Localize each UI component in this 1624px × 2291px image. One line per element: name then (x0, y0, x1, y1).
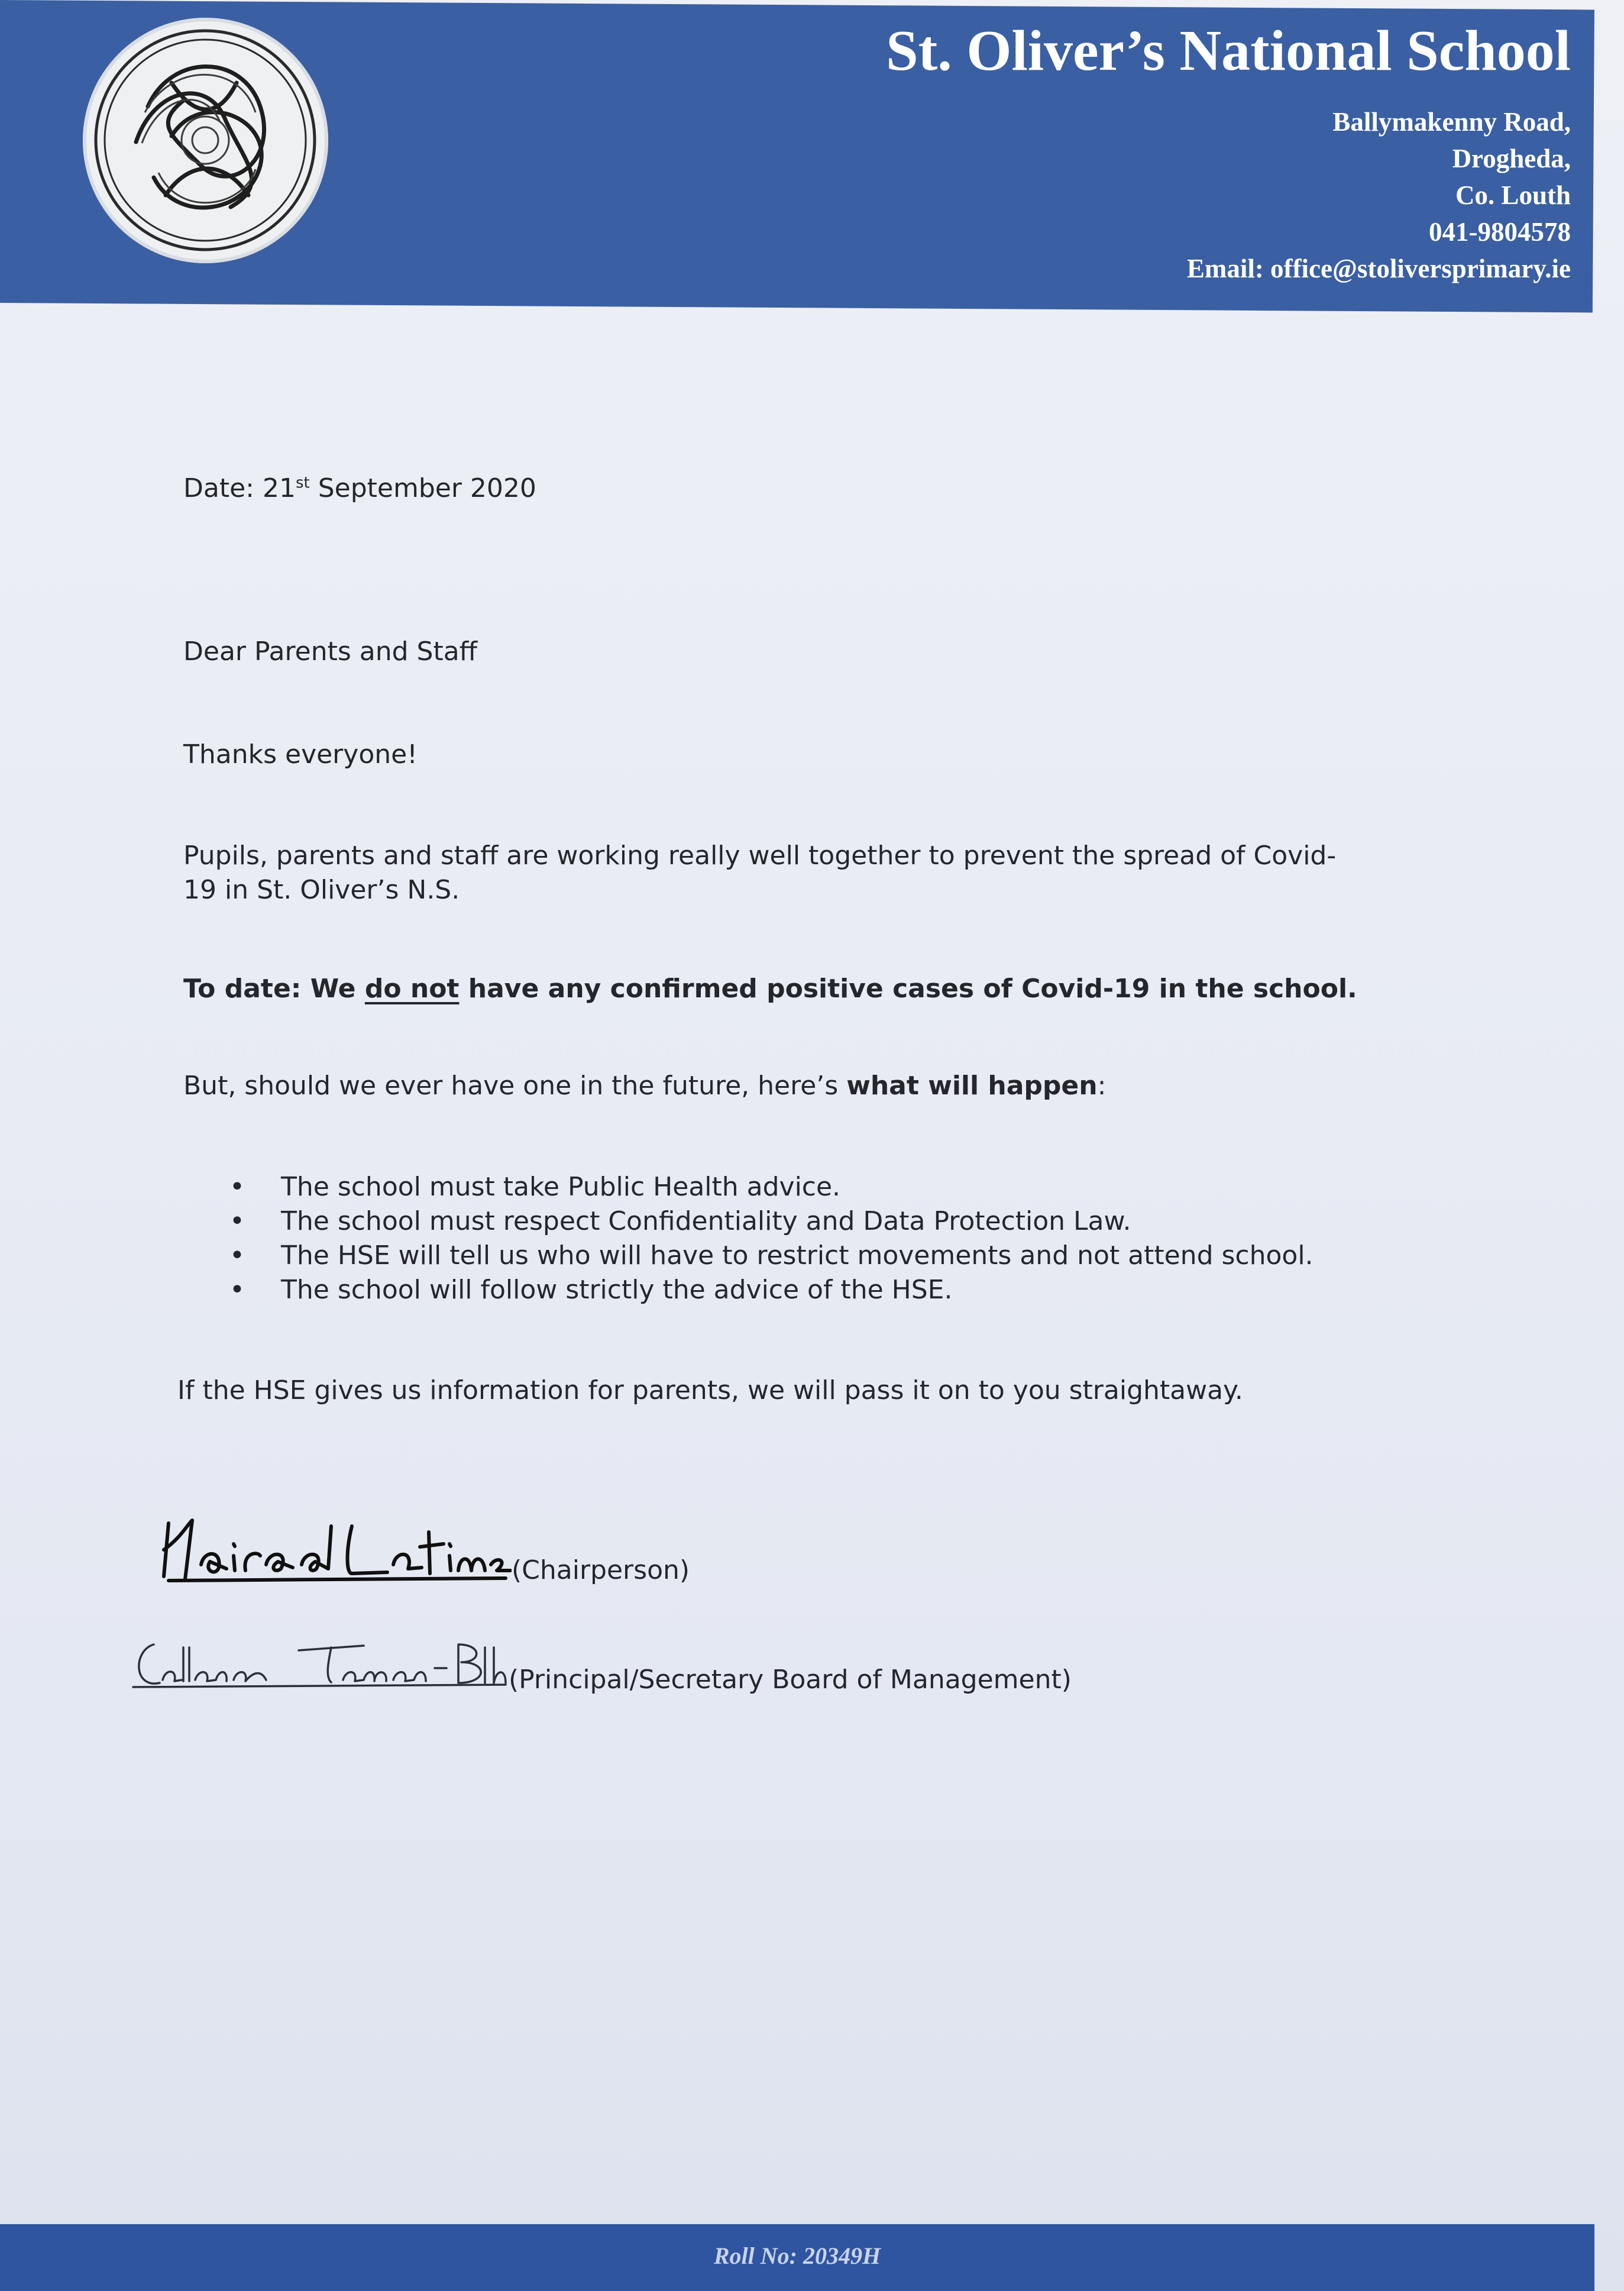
handwritten-signature (157, 1514, 512, 1585)
procedure-intro (183, 1071, 1106, 1101)
paragraph-line: Pupils, parents and staff are working really well together to prevent the spread of Covid- (183, 841, 1337, 871)
email-address: Email: office@stoliversprimary.ie (1186, 254, 1571, 283)
principal-signature-line (127, 1633, 1072, 1695)
intro-text: : (1097, 1071, 1107, 1101)
list-item-text: The school must take Public Health advice. (281, 1172, 841, 1202)
celtic-knot-crest-icon (83, 18, 328, 263)
date-ordinal: st (295, 474, 310, 492)
salutation: Dear Parents and Staff (183, 636, 477, 667)
status-text: To date: We (183, 974, 365, 1004)
list-item (225, 1273, 1314, 1307)
bullet-icon: • (229, 1240, 245, 1271)
date-prefix: Date: 21 (183, 473, 296, 503)
chairperson-signature-line (157, 1514, 690, 1585)
school-address (1187, 104, 1571, 287)
list-item (225, 1239, 1314, 1273)
list-item-text: The school will follow strictly the advice of the HSE. (281, 1275, 953, 1305)
date-rest: September 2020 (309, 473, 536, 503)
signatory-role: (Principal/Secretary Board of Management) (509, 1665, 1072, 1695)
closing-paragraph: If the HSE gives us information for parents, we will pass it on to you straightaway. (177, 1375, 1243, 1405)
address-line: Drogheda, (1452, 144, 1571, 173)
list-item (225, 1170, 1314, 1204)
case-status-statement (183, 974, 1357, 1004)
list-item (225, 1204, 1314, 1239)
bullet-icon: • (229, 1206, 245, 1236)
thanks-line: Thanks everyone! (183, 739, 418, 770)
list-item-text: The school must respect Confidentiality and Data Protection Law. (281, 1206, 1131, 1236)
paragraph-line: 19 in St. Oliver’s N.S. (183, 875, 460, 905)
roll-number: Roll No: 20349H (713, 2242, 881, 2269)
bullet-icon: • (229, 1172, 245, 1202)
bullet-icon: • (229, 1275, 245, 1305)
intro-emphasis: what will happen (846, 1071, 1098, 1101)
procedure-list (225, 1170, 1314, 1307)
status-emphasis: do not (364, 974, 460, 1004)
signatory-role: (Chairperson) (512, 1555, 690, 1585)
handwritten-signature (127, 1633, 509, 1695)
status-text: have any confirmed positive cases of Covid-19 in the school. (459, 974, 1357, 1004)
phone-number: 041-9804578 (1429, 217, 1571, 247)
address-line: Ballymakenny Road, (1332, 107, 1571, 137)
school-name: St. Oliver’s National School (886, 19, 1571, 83)
opening-paragraph (183, 839, 1336, 907)
letter-date (183, 473, 536, 503)
intro-text: But, should we ever have one in the future, here’s (183, 1071, 847, 1101)
list-item-text: The HSE will tell us who will have to restrict movements and not attend school. (281, 1240, 1314, 1271)
address-line: Co. Louth (1455, 180, 1571, 210)
